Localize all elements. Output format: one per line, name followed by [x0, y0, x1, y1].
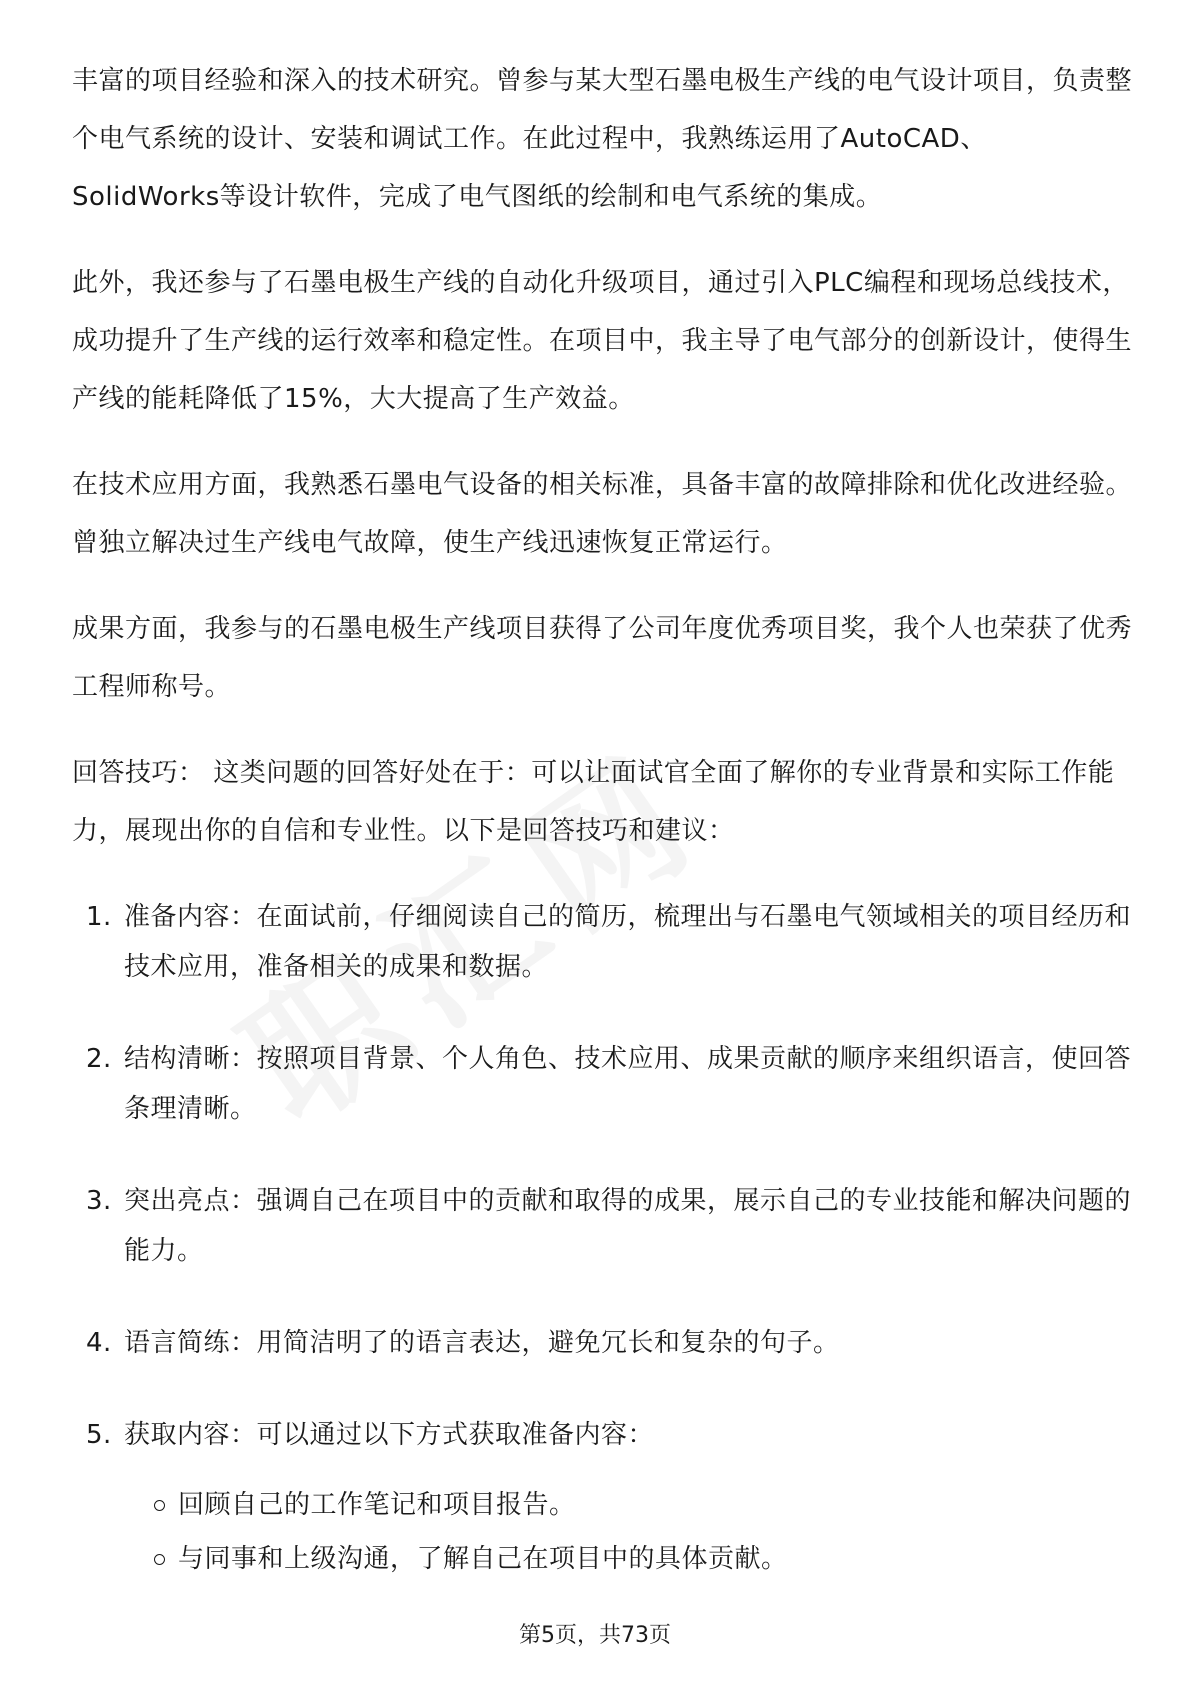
sub-list-item-text: 与同事和上级沟通，了解自己在项目中的具体贡献。 — [178, 1544, 788, 1574]
page-content — [72, 52, 1132, 1590]
list-item-text: 获取内容：可以通过以下方式获取准备内容： — [124, 1420, 655, 1450]
list-item-text: 结构清晰：按照项目背景、个人角色、技术应用、成果贡献的顺序来组织语言，使回答条理清晰。 — [124, 1044, 1132, 1124]
list-number: 5. — [86, 1420, 112, 1450]
list-number: 3. — [86, 1186, 112, 1216]
paragraph: 此外，我还参与了石墨电极生产线的自动化升级项目，通过引入PLC编程和现场总线技术，成功提升了生产线的运行效率和稳定性。在项目中，我主导了电气部分的创新设计，使得生产线的能耗降低了15%，大大提高了生产效益。 — [72, 268, 1133, 414]
sub-list-item — [72, 1532, 1132, 1586]
list-number: 4. — [86, 1328, 112, 1358]
list-item-text: 突出亮点：强调自己在项目中的贡献和取得的成果，展示自己的专业技能和解决问题的能力。 — [124, 1186, 1132, 1266]
tips-list — [72, 892, 1132, 1460]
sub-list-item — [72, 1478, 1132, 1532]
list-number: 2. — [86, 1044, 112, 1074]
answer-tips-intro: 回答技巧： 这类问题的回答好处在于：可以让面试官全面了解你的专业背景和实际工作能力，展现出你的自信和专业性。以下是回答技巧和建议： — [72, 758, 1115, 846]
page-number-footer: 第5页，共73页 — [519, 1623, 671, 1648]
list-item-text: 语言简练：用简洁明了的语言表达，避免冗长和复杂的句子。 — [124, 1328, 840, 1358]
list-item — [72, 1034, 1132, 1134]
circle-bullet-icon — [154, 1554, 165, 1565]
sub-list-item-text: 回顾自己的工作笔记和项目报告。 — [178, 1490, 576, 1520]
sub-list — [72, 1478, 1132, 1586]
list-number: 1. — [86, 902, 112, 932]
circle-bullet-icon — [154, 1500, 165, 1511]
list-item — [72, 892, 1132, 992]
list-item — [72, 1318, 1132, 1368]
paragraph: 在技术应用方面，我熟悉石墨电气设备的相关标准，具备丰富的故障排除和优化改进经验。曾独立解决过生产线电气故障，使生产线迅速恢复正常运行。 — [72, 470, 1133, 558]
list-item-text: 准备内容：在面试前，仔细阅读自己的简历，梳理出与石墨电气领域相关的项目经历和技术应用，准备相关的成果和数据。 — [124, 902, 1132, 982]
list-item — [72, 1176, 1132, 1276]
list-item — [72, 1410, 1132, 1460]
paragraph: 丰富的项目经验和深入的技术研究。曾参与某大型石墨电极生产线的电气设计项目，负责整个电气系统的设计、安装和调试工作。在此过程中，我熟练运用了AutoCAD、SolidWorks等设计软件，完成了电气图纸的绘制和电气系统的集成。 — [72, 66, 1133, 212]
paragraph: 成果方面，我参与的石墨电极生产线项目获得了公司年度优秀项目奖，我个人也荣获了优秀工程师称号。 — [72, 614, 1133, 702]
